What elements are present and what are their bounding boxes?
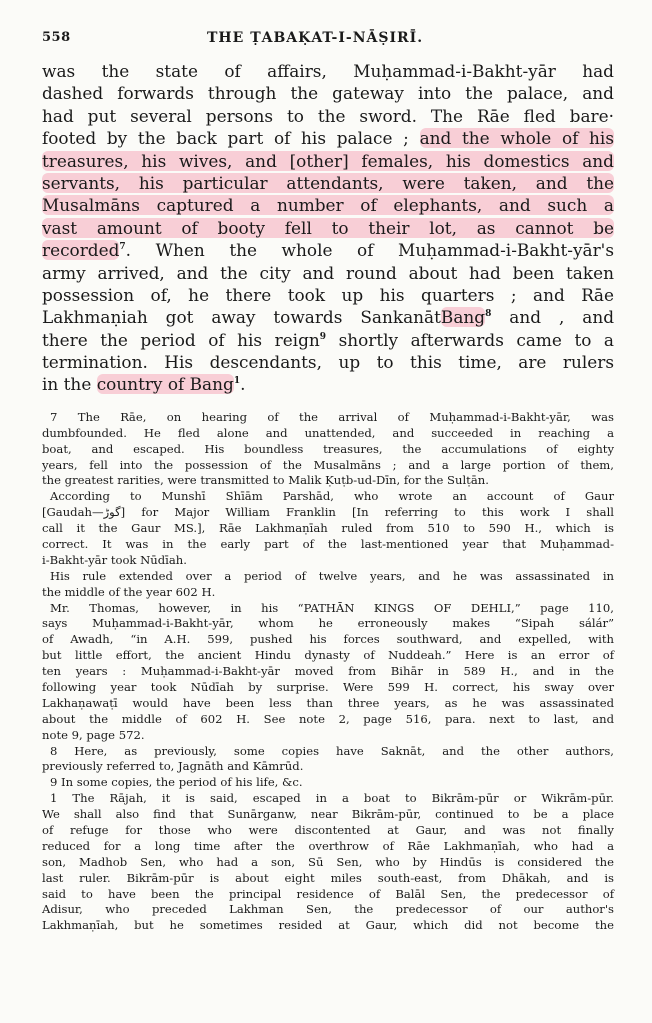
footnote-line: previously referred to, Jagnāth and Kāmrūd. [42, 759, 304, 774]
footnote-line: ten years : Muḥammad-i-Bakht-yār moved from Bihār in 589 H., and in the [42, 664, 614, 679]
body-line [42, 105, 614, 127]
body-line [42, 329, 614, 351]
body-text: . When the whole of Muḥammad-i-Bakht-yār's [125, 240, 614, 261]
body-text: and [491, 307, 559, 328]
footnote-line: years, fell into the possession of the Musalmāns ; and a large portion of them, [42, 457, 614, 472]
highlighted-text: servants, his particular attendants, were taken, and the [42, 172, 614, 193]
footnote-line: 7 The Rāe, on hearing of the arrival of Muḥammad-i-Bakht-yār, was [50, 409, 614, 424]
body-text: was the state of affairs, Muḥammad-i-Bakht-yār had [42, 61, 614, 81]
body-line [42, 284, 614, 306]
body-text: , and [558, 307, 615, 328]
footnote-line: about the middle of 602 H. See note 2, page 516, para. next to last, and [42, 711, 614, 726]
footnote-line: the greatest rarities, were transmitted to Malik Ḳuṭb-ud-Dīn, for the Sulṭān. [42, 473, 489, 488]
footnotes [42, 410, 614, 934]
footnote-line: We shall also find that Sunārganw, near Bikrām-pūr, continued to be a place [42, 807, 614, 822]
footnote-line: 1 The Rājah, it is said, escaped in a boat to Bikrām-pūr or Wikrām-pūr. [50, 791, 614, 806]
footnote-line: son, Madhob Sen, who had a son, Sū Sen, who by Hindūs is considered the [42, 854, 614, 869]
body-line [42, 82, 614, 104]
highlighted-text: country of Bang [96, 374, 234, 395]
footnote-line: said to have been the principal residence of Balāl Sen, the predecessor of [42, 886, 614, 901]
footnote-line: 8 Here, as previously, some copies have Saknāt, and the other authors, [50, 743, 614, 758]
page-header [42, 30, 614, 60]
highlighted-text: Bang [440, 307, 486, 328]
body-line [42, 373, 614, 395]
body-text: possession of, he there took up his quarters ; and Rāe [42, 284, 614, 305]
footnote-line: Mr. Thomas, however, in his “PATHĀN KINGS OF DEHLI,” page 110, [50, 600, 614, 615]
body-text: . [240, 374, 246, 395]
body-line [42, 306, 614, 328]
footnote-line: Lakhmaṇīah, but he sometimes resided at Gaur, which did not become the [42, 918, 614, 933]
highlighted-text: vast amount of booty fell to their lot, as cannot be [42, 217, 614, 238]
highlighted-text: Musalmāns captured a number of elephants, and such a [42, 195, 614, 216]
body-line [42, 60, 614, 82]
footnote-line: correct. It was in the early part of the last-mentioned year that Muḥammad- [42, 536, 614, 551]
footnote-marker: 1 [233, 376, 241, 387]
page-number: 558 [42, 30, 71, 45]
footnote-line: says Muḥammad-i-Bakht-yār, whom he erroneously makes “Sipah sálár” [42, 616, 614, 631]
footnote-line: of Awadh, “in A.H. 599, pushed his forces southward, and expelled, with [42, 632, 614, 647]
body-text: footed by the back part of his palace ; [42, 128, 420, 149]
body-line [42, 194, 614, 216]
footnote-line: boat, and escaped. His boundless treasures, the accumulations of eighty [42, 441, 614, 456]
footnote-line: note 9, page 572. [42, 727, 145, 742]
footnote-marker: 8 [485, 309, 492, 320]
footnote-line: i-Bakht-yār took Nūdīah. [42, 552, 187, 567]
footnote-line: According to Munshī Shīām Parshād, who wrote an account of Gaur [50, 489, 614, 504]
main-body-text [42, 60, 614, 396]
body-text: dashed forwards through the gateway into the palace, and [42, 83, 614, 104]
footnote-line: His rule extended over a period of twelve years, and he was assassinated in [50, 568, 614, 583]
body-text: in the [42, 374, 97, 395]
footnote-line: last ruler. Bikrām-pūr is about eight miles south-east, from Dhākah, and is [42, 870, 614, 885]
body-text: Lakhmaṇiah got away towards Sankanāt [42, 307, 441, 328]
body-line [42, 127, 614, 149]
footnote-line: [Gaudah—گوڑ] for Major William Franklin [In referring to this work I shall [42, 505, 614, 520]
footnote-line: of refuge for those who were discontented at Gaur, and was not finally [42, 823, 614, 838]
footnote-line: Adisur, who preceded Lakhman Sen, the predecessor of our author's [42, 902, 614, 917]
body-text: army arrived, and the city and round about had been taken [42, 262, 614, 283]
footnote-line: call it the Gaur MS.], Rāe Lakhmaṇīah ruled from 510 to 590 H., which is [42, 521, 614, 536]
footnote-line: but little effort, the ancient Hindu dynasty of Nuddeah.” Here is an error of [42, 648, 614, 663]
body-text: there the period of his reign [42, 329, 320, 350]
body-line [42, 262, 614, 284]
body-line [42, 351, 614, 373]
body-line [42, 239, 614, 261]
highlighted-text: and the whole of his [419, 128, 614, 149]
footnote-marker: 7 [119, 242, 126, 253]
footnote-line: following year took Nūdīah by surprise. Were 599 H. correct, his sway over [42, 680, 614, 694]
body-line [42, 150, 614, 172]
body-text: shortly afterwards came to a [326, 329, 614, 350]
footnote-marker: 9 [319, 331, 327, 342]
running-title: THE ṬABAḲAT-I-NĀṢIRĪ. [207, 30, 424, 46]
body-text: termination. His descendants, up to this time, are rulers [42, 352, 614, 373]
body-line [42, 217, 614, 239]
highlighted-text: recorded [42, 240, 120, 261]
footnote-line: dumbfounded. He fled alone and unattended, and succeeded in reaching a [42, 425, 614, 440]
book-page [42, 30, 614, 934]
body-text: had put several persons to the sword. The Rāe fled bare· [42, 105, 614, 126]
footnote-line: reduced for a long time after the overthrow of Rāe Lakhmaṇīah, who had a [42, 838, 614, 853]
highlighted-text: treasures, his wives, and [other] females, his domestics and [42, 150, 614, 171]
body-line [42, 172, 614, 194]
footnote-line: 9 In some copies, the period of his life, &c. [50, 775, 303, 790]
footnote-line: the middle of the year 602 H. [42, 584, 216, 599]
footnote-line: Lakhaṇawaṭī would have been less than three years, as he was assassinated [42, 695, 614, 710]
